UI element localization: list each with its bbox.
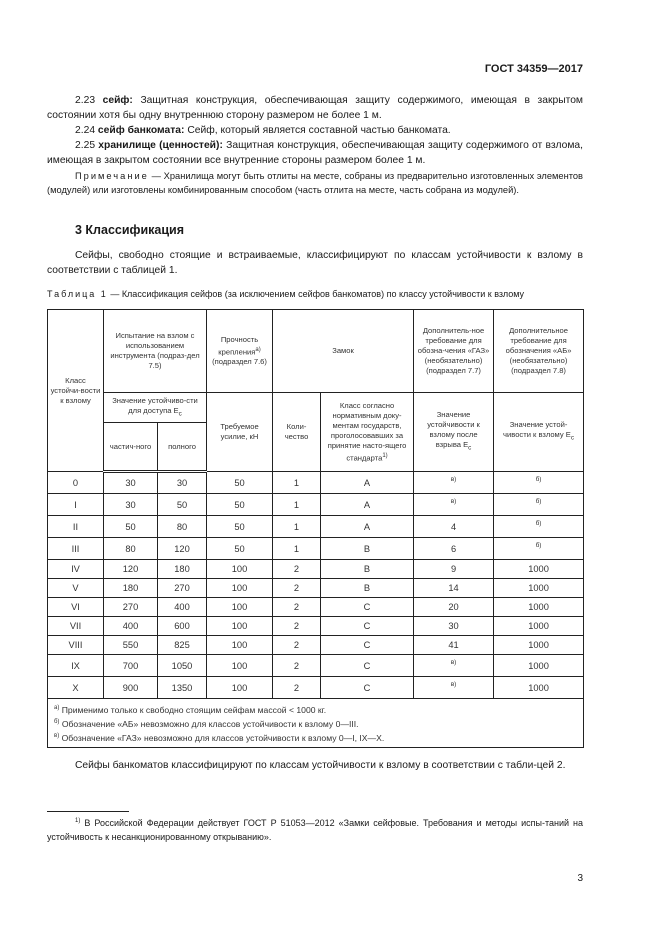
table-cell: II [48,516,104,538]
table-cell: 1050 [158,655,207,677]
table-cell: VII [48,617,104,636]
table-footnote: $^{в)}$ Обозначение «ГАЗ» невозможно для классов устойчивости к взлому 0—I, IX—X. [54,732,385,743]
definition-2-25: 2.25 хранилище (ценностей): Защитная конструкция, обеспечивающая защиту содержимого от взлома, имеющая в закрытом состоянии все внутренние стороны размером более 1 м. [47,140,583,166]
table-cell: C [321,617,414,636]
table-cell: C [321,655,414,677]
table-cell: б) [494,494,584,516]
table-cell: 600 [158,617,207,636]
table-cell: 700 [104,655,158,677]
header-strength: Прочность крепления$^{а)}$ (подраздел 7.6) [207,310,273,393]
table-cell: 30 [414,617,494,636]
table-cell: в) [414,655,494,677]
page-number: 3 [577,873,583,884]
table-cell: 270 [104,598,158,617]
table-footnotes [48,699,584,748]
table-cell: 2 [273,677,321,699]
table-cell: I [48,494,104,516]
table-cell: 2 [273,655,321,677]
table-cell: 2 [273,579,321,598]
table-cell: в) [414,494,494,516]
table-cell: VIII [48,636,104,655]
after-table-paragraph: Сейфы банкоматов классифицируют по классам устойчивости к взлому в соответствии с табли-цей 2. [75,760,566,771]
table-cell: 100 [207,598,273,617]
table-cell: 180 [104,579,158,598]
table-row [48,472,584,494]
table-cell: X [48,677,104,699]
table-cell: IV [48,560,104,579]
header-lock: Замок [273,310,414,393]
table-row [48,617,584,636]
table-cell: B [321,579,414,598]
section-heading: 3 Классификация [75,223,185,237]
table-cell: 1350 [158,677,207,699]
table-cell: 1000 [494,677,584,699]
table-cell: б) [494,538,584,560]
table-cell: б) [494,516,584,538]
table-cell: 50 [207,494,273,516]
table-cell: 1000 [494,636,584,655]
table-cell: 1 [273,494,321,516]
table-cell: 6 [414,538,494,560]
table-cell: B [321,538,414,560]
table-cell: б) [494,472,584,494]
table-cell: 50 [207,516,273,538]
page-footnote: $^{1)}$ В Российской Федерации действует ГОСТ Р 51053—2012 «Замки сейфовые. Требования и методы испы-таний на устойчивость к несанкционированному открыванию». [47,818,583,842]
table-row [48,677,584,699]
table-row [48,636,584,655]
table-cell: 14 [414,579,494,598]
table-row [48,655,584,677]
table-cell: 9 [414,560,494,579]
definition-2-23: 2.23 сейф: Защитная конструкция, обеспечивающая защиту содержимого, имеющая в закрытом состоянии хотя бы одну внутреннюю сторону размером не более 1 м. [47,95,583,121]
header-ab-value: Значение устой-чивости к взлому $E_c$ [494,393,584,472]
table-cell: A [321,494,414,516]
table-row [48,579,584,598]
header-class: Класс устойчи-вости к взлому [48,310,104,472]
table-cell: 50 [207,538,273,560]
table-cell: 30 [104,472,158,494]
table-cell: 1000 [494,598,584,617]
table-cell: 180 [158,560,207,579]
table-cell: 50 [207,472,273,494]
header-gas: Дополнитель-ное требование для обозна-чения «ГАЗ» (необязательно) (подраздел 7.7) [414,310,494,393]
table-cell: 120 [104,560,158,579]
table-cell: 80 [104,538,158,560]
table-cell: B [321,560,414,579]
header-lock-class: Класс согласно нормативным доку-ментам государств, проголосовавших за принятие насто-ящего стандарта$^{1)}$ [321,393,414,472]
table-cell: 2 [273,636,321,655]
table-footnote: $^{б)}$ Обозначение «АБ» невозможно для классов устойчивости к взлому 0—III. [54,718,359,729]
table-cell: C [321,636,414,655]
table-cell: 50 [104,516,158,538]
header-full: полного [158,423,207,472]
table-cell: VI [48,598,104,617]
header-resistance: Значение устойчиво-сти для доступа $E_c$ [104,393,207,423]
table-cell: 2 [273,617,321,636]
document-id: ГОСТ 34359—2017 [484,63,583,75]
table-cell: 41 [414,636,494,655]
table-cell: 400 [104,617,158,636]
table-cell: 100 [207,655,273,677]
table-cell: 50 [158,494,207,516]
header-tool-test: Испытание на взлом с использованием инструмента (подраз-дел 7.5) [104,310,207,393]
table-cell: 400 [158,598,207,617]
footnote-divider [47,811,129,812]
table-cell: 30 [158,472,207,494]
table-cell: 1 [273,516,321,538]
table-cell: 0 [48,472,104,494]
table-cell: 100 [207,579,273,598]
table-footnote: $^{а)}$ Применимо только к свободно стоящим сейфам массой < 1000 кг. [54,704,327,715]
header-force: Требуемое усилие, кН [207,393,273,472]
table-cell: 1000 [494,560,584,579]
header-partial: частич-ного [104,423,158,472]
table-cell: 30 [104,494,158,516]
table-cell: 1000 [494,617,584,636]
section-intro: Сейфы, свободно стоящие и встраиваемые, классифицируют по классам устойчивости к взлому в соответствии с таблицей 1. [47,250,583,276]
table-cell: V [48,579,104,598]
table-cell: 100 [207,636,273,655]
table-cell: 2 [273,560,321,579]
table-cell: 900 [104,677,158,699]
table-cell: 1 [273,472,321,494]
header-count: Коли-чество [273,393,321,472]
table-cell: 1 [273,538,321,560]
header-gas-value: Значение устойчивости к взлому после взрыва $E_c$ [414,393,494,472]
classification-table [47,309,584,748]
table-cell: III [48,538,104,560]
table-cell: C [321,598,414,617]
table-cell: 550 [104,636,158,655]
table-row [48,516,584,538]
table-cell: 4 [414,516,494,538]
table-row [48,560,584,579]
table-cell: 100 [207,560,273,579]
table-cell: в) [414,677,494,699]
table-cell: 100 [207,617,273,636]
table-cell: C [321,677,414,699]
definition-2-24: 2.24 сейф банкомата: Сейф, который является составной частью банкомата. [75,125,451,136]
table-caption: Таблица 1 — Классификация сейфов (за исключением сейфов банкоматов) по классу устойчивости к взлому [47,289,525,299]
header-ab: Дополнительное требование для обозначения «АБ» (необязательно) (подраздел 7.8) [494,310,584,393]
table-cell: 20 [414,598,494,617]
note: Примечание — Хранилища могут быть отлиты на месте, собраны из предварительно изготовленных элементов (модулей) или изготовлены комбинированным способом (часть отлита на месте, часть собрана из модулей). [47,171,583,195]
table-row [48,538,584,560]
table-cell: A [321,472,414,494]
table-row [48,494,584,516]
table-cell: A [321,516,414,538]
table-cell: 120 [158,538,207,560]
table-cell: 270 [158,579,207,598]
table-cell: 80 [158,516,207,538]
table-cell: IX [48,655,104,677]
table-cell: в) [414,472,494,494]
table-cell: 1000 [494,655,584,677]
table-row [48,598,584,617]
table-cell: 825 [158,636,207,655]
table-cell: 1000 [494,579,584,598]
table-cell: 100 [207,677,273,699]
table-cell: 2 [273,598,321,617]
